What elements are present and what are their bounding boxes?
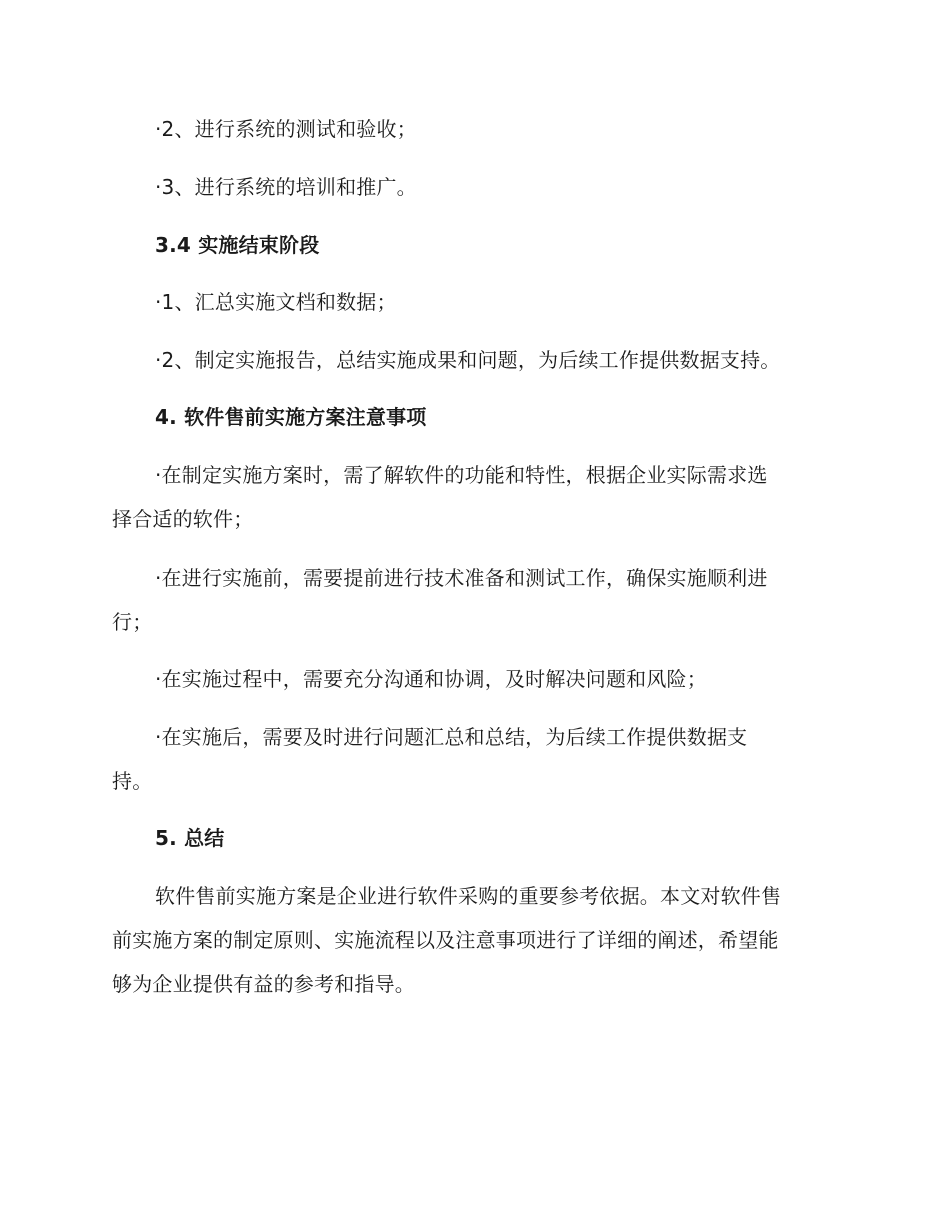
list-item-continuation: 行； [112, 610, 153, 634]
list-item: ·1、汇总实施文档和数据； [155, 290, 397, 314]
paragraph-line: 够为企业提供有益的参考和指导。 [112, 972, 415, 996]
list-item: ·2、制定实施报告，总结实施成果和问题，为后续工作提供数据支持。 [155, 348, 781, 372]
paragraph-line: 前实施方案的制定原则、实施流程以及注意事项进行了详细的阐述，希望能 [112, 928, 779, 952]
section-heading: 3.4 实施结束阶段 [155, 233, 320, 257]
section-heading: 5. 总结 [155, 826, 225, 850]
list-item: ·在制定实施方案时，需了解软件的功能和特性，根据企业实际需求选 [155, 463, 768, 487]
paragraph-line: 软件售前实施方案是企业进行软件采购的重要参考依据。本文对软件售 [155, 884, 782, 908]
list-item: ·在进行实施前，需要提前进行技术准备和测试工作，确保实施顺利进 [155, 566, 768, 590]
list-item-continuation: 持。 [112, 769, 153, 793]
list-item: ·2、进行系统的测试和验收； [155, 117, 417, 141]
list-item-continuation: 择合适的软件； [112, 507, 254, 531]
list-item: ·在实施后，需要及时进行问题汇总和总结，为后续工作提供数据支 [155, 725, 748, 749]
section-heading: 4. 软件售前实施方案注意事项 [155, 405, 427, 429]
list-item: ·在实施过程中，需要充分沟通和协调，及时解决问题和风险； [155, 667, 707, 691]
list-item: ·3、进行系统的培训和推广。 [155, 175, 417, 199]
